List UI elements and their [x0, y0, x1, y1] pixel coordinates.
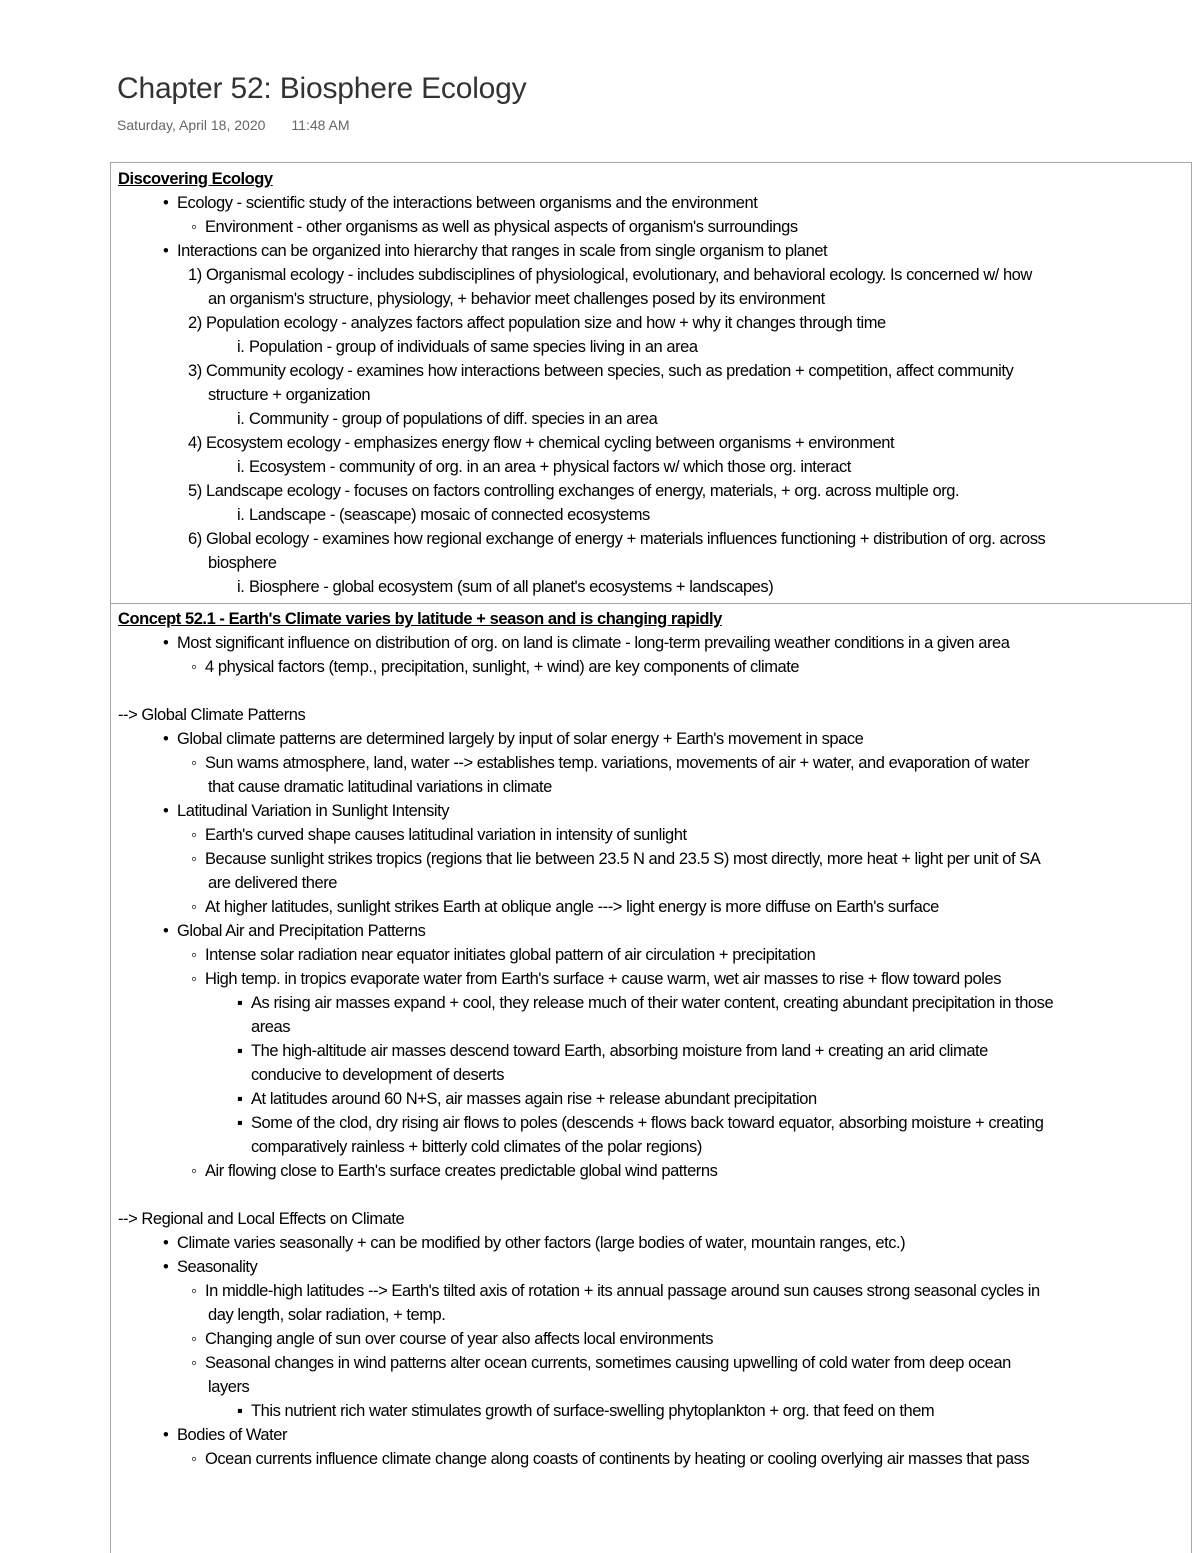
section2-line	[191, 897, 939, 917]
line-text: structure + organization	[208, 386, 371, 404]
line-text: The high-altitude air masses descend toward Earth, absorbing moisture from land + creating an arid climate	[251, 1042, 988, 1060]
section2-line	[191, 1281, 1040, 1301]
section1-line	[188, 481, 959, 501]
list-marker: •	[163, 802, 169, 820]
list-marker: •	[163, 730, 169, 748]
section2-line	[237, 1041, 988, 1061]
list-marker: ◦	[191, 658, 197, 676]
line-text: Ocean currents influence climate change along coasts of continents by heating or cooling overlying air masses that pass	[205, 1450, 1030, 1468]
list-marker: i.	[237, 338, 245, 356]
section-divider	[111, 603, 1191, 604]
section2-line	[118, 705, 305, 725]
section1-line	[191, 217, 798, 237]
section2-line	[191, 1329, 713, 1349]
line-text: Global climate patterns are determined largely by input of solar energy + Earth's movement in space	[177, 730, 864, 748]
line-text: Environment - other organisms as well as physical aspects of organism's surroundings	[205, 218, 798, 236]
page-date: Saturday, April 18, 2020	[117, 117, 266, 133]
line-text: In middle-high latitudes --> Earth's tilted axis of rotation + its annual passage around sun causes strong seasonal cycles in	[205, 1282, 1040, 1300]
line-text: Organismal ecology - includes subdisciplines of physiological, evolutionary, and behavioral ecology. Is concerned w/ how	[206, 266, 1032, 284]
section2-line	[191, 969, 1001, 989]
line-text: Most significant influence on distribution of org. on land is climate - long-term prevailing weather conditions in a given area	[177, 634, 1010, 652]
line-text: Earth's curved shape causes latitudinal variation in intensity of sunlight	[205, 826, 687, 844]
section2-line	[237, 1089, 817, 1109]
line-text: Interactions can be organized into hierarchy that ranges in scale from single organism to planet	[177, 242, 828, 260]
section2-line	[251, 1065, 504, 1085]
list-marker: ◦	[191, 1162, 197, 1180]
section2-line	[191, 825, 687, 845]
line-text: Community ecology - examines how interactions between species, such as predation + competition, affect community	[206, 362, 1014, 380]
section2-line	[163, 801, 449, 821]
line-text: that cause dramatic latitudinal variations in climate	[208, 778, 552, 796]
section2-line	[237, 1401, 934, 1421]
section1-line	[237, 337, 698, 357]
line-text: Global Air and Precipitation Patterns	[177, 922, 426, 940]
list-marker: ▪	[237, 994, 243, 1012]
line-text: Ecosystem ecology - emphasizes energy flow + chemical cycling between organisms + environment	[206, 434, 895, 452]
line-text: comparatively rainless + bitterly cold climates of the polar regions)	[251, 1138, 702, 1156]
line-text: day length, solar radiation, + temp.	[208, 1306, 446, 1324]
list-marker: 3)	[188, 362, 202, 380]
line-text: Landscape - (seascape) mosaic of connected ecosystems	[249, 506, 650, 524]
list-marker: ◦	[191, 898, 197, 916]
section2-line	[191, 1449, 1029, 1469]
line-text: Intense solar radiation near equator initiates global pattern of air circulation + precipitation	[205, 946, 816, 964]
section-heading: Discovering Ecology	[118, 170, 273, 188]
section1-line	[188, 313, 886, 333]
section2-line	[163, 1257, 257, 1277]
line-text: Community - group of populations of diff. species in an area	[249, 410, 658, 428]
list-marker: ▪	[237, 1402, 243, 1420]
line-text: Population - group of individuals of same species living in an area	[249, 338, 698, 356]
list-marker: •	[163, 242, 169, 260]
line-text: layers	[208, 1378, 250, 1396]
list-marker: ▪	[237, 1114, 243, 1132]
section2-line	[251, 1137, 702, 1157]
list-marker: i.	[237, 410, 245, 428]
section-heading: Concept 52.1 - Earth's Climate varies by latitude + season and is changing rapidly	[118, 610, 722, 628]
line-text: areas	[251, 1018, 291, 1036]
section2-line	[163, 729, 863, 749]
line-text: 4 physical factors (temp., precipitation, sunlight, + wind) are key components of climate	[205, 658, 800, 676]
list-marker: 4)	[188, 434, 202, 452]
section2-line	[208, 1305, 445, 1325]
section2-line	[118, 1209, 404, 1229]
line-text: Bodies of Water	[177, 1426, 288, 1444]
line-text: --> Global Climate Patterns	[118, 706, 306, 724]
line-text: Population ecology - analyzes factors affect population size and how + why it changes through time	[206, 314, 886, 332]
line-text: --> Regional and Local Effects on Climate	[118, 1210, 405, 1228]
list-marker: ◦	[191, 1450, 197, 1468]
section2-line	[191, 1353, 1011, 1373]
line-text: High temp. in tropics evaporate water from Earth's surface + cause warm, wet air masses to rise + flow toward poles	[205, 970, 1001, 988]
list-marker: ◦	[191, 218, 197, 236]
section1-line	[237, 505, 650, 525]
section1-line	[163, 193, 757, 213]
section2-line	[163, 1425, 287, 1445]
list-marker: •	[163, 194, 169, 212]
notes-table[interactable]	[110, 162, 1192, 1553]
line-text: Changing angle of sun over course of year also affects local environments	[205, 1330, 713, 1348]
list-marker: ◦	[191, 1354, 197, 1372]
list-marker: •	[163, 1426, 169, 1444]
line-text: an organism's structure, physiology, + behavior meet challenges posed by its environment	[208, 290, 825, 308]
line-text: Ecosystem - community of org. in an area + physical factors w/ which those org. interact	[249, 458, 851, 476]
section1-line	[188, 529, 1045, 549]
section1-line	[208, 289, 825, 309]
section2-line	[191, 657, 799, 677]
list-marker: 1)	[188, 266, 202, 284]
list-marker: 2)	[188, 314, 202, 332]
list-marker: ▪	[237, 1042, 243, 1060]
list-marker: ◦	[191, 826, 197, 844]
line-text: Seasonality	[177, 1258, 258, 1276]
section2-line	[208, 1377, 249, 1397]
list-marker: ◦	[191, 754, 197, 772]
line-text: Air flowing close to Earth's surface creates predictable global wind patterns	[205, 1162, 718, 1180]
section1-line	[188, 433, 894, 453]
line-text: Seasonal changes in wind patterns alter ocean currents, sometimes causing upwelling of cold water from deep ocean	[205, 1354, 1011, 1372]
list-marker: •	[163, 1234, 169, 1252]
line-text: Some of the clod, dry rising air flows to poles (descends + flows back toward equator, absorbing moisture + creating	[251, 1114, 1044, 1132]
section2-line	[191, 1161, 717, 1181]
list-marker: ◦	[191, 946, 197, 964]
list-marker: i.	[237, 506, 245, 524]
list-marker: ◦	[191, 1282, 197, 1300]
line-text: are delivered there	[208, 874, 338, 892]
section2-line	[191, 849, 1040, 869]
section1-line	[237, 457, 851, 477]
section1-line	[208, 385, 370, 405]
section2-line	[163, 1233, 905, 1253]
section2-line	[163, 633, 1010, 653]
section2-line	[237, 1113, 1043, 1133]
section2-line	[251, 1017, 290, 1037]
section1-line	[237, 409, 657, 429]
section1-line	[163, 241, 827, 261]
section1-line	[188, 361, 1013, 381]
section1-line	[237, 577, 773, 597]
line-text: This nutrient rich water stimulates growth of surface-swelling phytoplankton + org. that feed on them	[251, 1402, 935, 1420]
list-marker: 6)	[188, 530, 202, 548]
section1-line	[208, 553, 276, 573]
line-text: Global ecology - examines how regional exchange of energy + materials influences functioning + distribution of org. across	[206, 530, 1046, 548]
list-marker: •	[163, 1258, 169, 1276]
section2-line	[237, 993, 1053, 1013]
list-marker: 5)	[188, 482, 202, 500]
line-text: As rising air masses expand + cool, they release much of their water content, creating abundant precipitation in those	[251, 994, 1054, 1012]
page-time: 11:48 AM	[291, 117, 350, 133]
list-marker: i.	[237, 458, 245, 476]
line-text: Biosphere - global ecosystem (sum of all planet's ecosystems + landscapes)	[249, 578, 774, 596]
line-text: biosphere	[208, 554, 277, 572]
list-marker: •	[163, 922, 169, 940]
line-text: Ecology - scientific study of the interactions between organisms and the environment	[177, 194, 758, 212]
list-marker: i.	[237, 578, 245, 596]
section2-line	[191, 753, 1029, 773]
page-meta	[117, 117, 350, 133]
line-text: Latitudinal Variation in Sunlight Intensity	[177, 802, 450, 820]
section2-line	[191, 945, 815, 965]
section2-line	[208, 777, 552, 797]
list-marker: ◦	[191, 1330, 197, 1348]
line-text: At higher latitudes, sunlight strikes Earth at oblique angle ---> light energy is more diffuse on Earth's surface	[205, 898, 939, 916]
line-text: Climate varies seasonally + can be modified by other factors (large bodies of water, mountain ranges, etc.)	[177, 1234, 906, 1252]
line-text: Because sunlight strikes tropics (regions that lie between 23.5 N and 23.5 S) most directly, more heat + light per unit of SA	[205, 850, 1041, 868]
line-text: conducive to development of deserts	[251, 1066, 504, 1084]
section2-line	[208, 873, 337, 893]
section2-line	[163, 921, 425, 941]
section1-line	[188, 265, 1032, 285]
list-marker: ▪	[237, 1090, 243, 1108]
page-title: Chapter 52: Biosphere Ecology	[117, 72, 527, 105]
line-text: Landscape ecology - focuses on factors controlling exchanges of energy, materials, + org. across multiple org.	[206, 482, 960, 500]
list-marker: •	[163, 634, 169, 652]
list-marker: ◦	[191, 850, 197, 868]
line-text: Sun wams atmosphere, land, water --> establishes temp. variations, movements of air + water, and evaporation of water	[205, 754, 1030, 772]
line-text: At latitudes around 60 N+S, air masses again rise + release abundant precipitation	[251, 1090, 817, 1108]
list-marker: ◦	[191, 970, 197, 988]
